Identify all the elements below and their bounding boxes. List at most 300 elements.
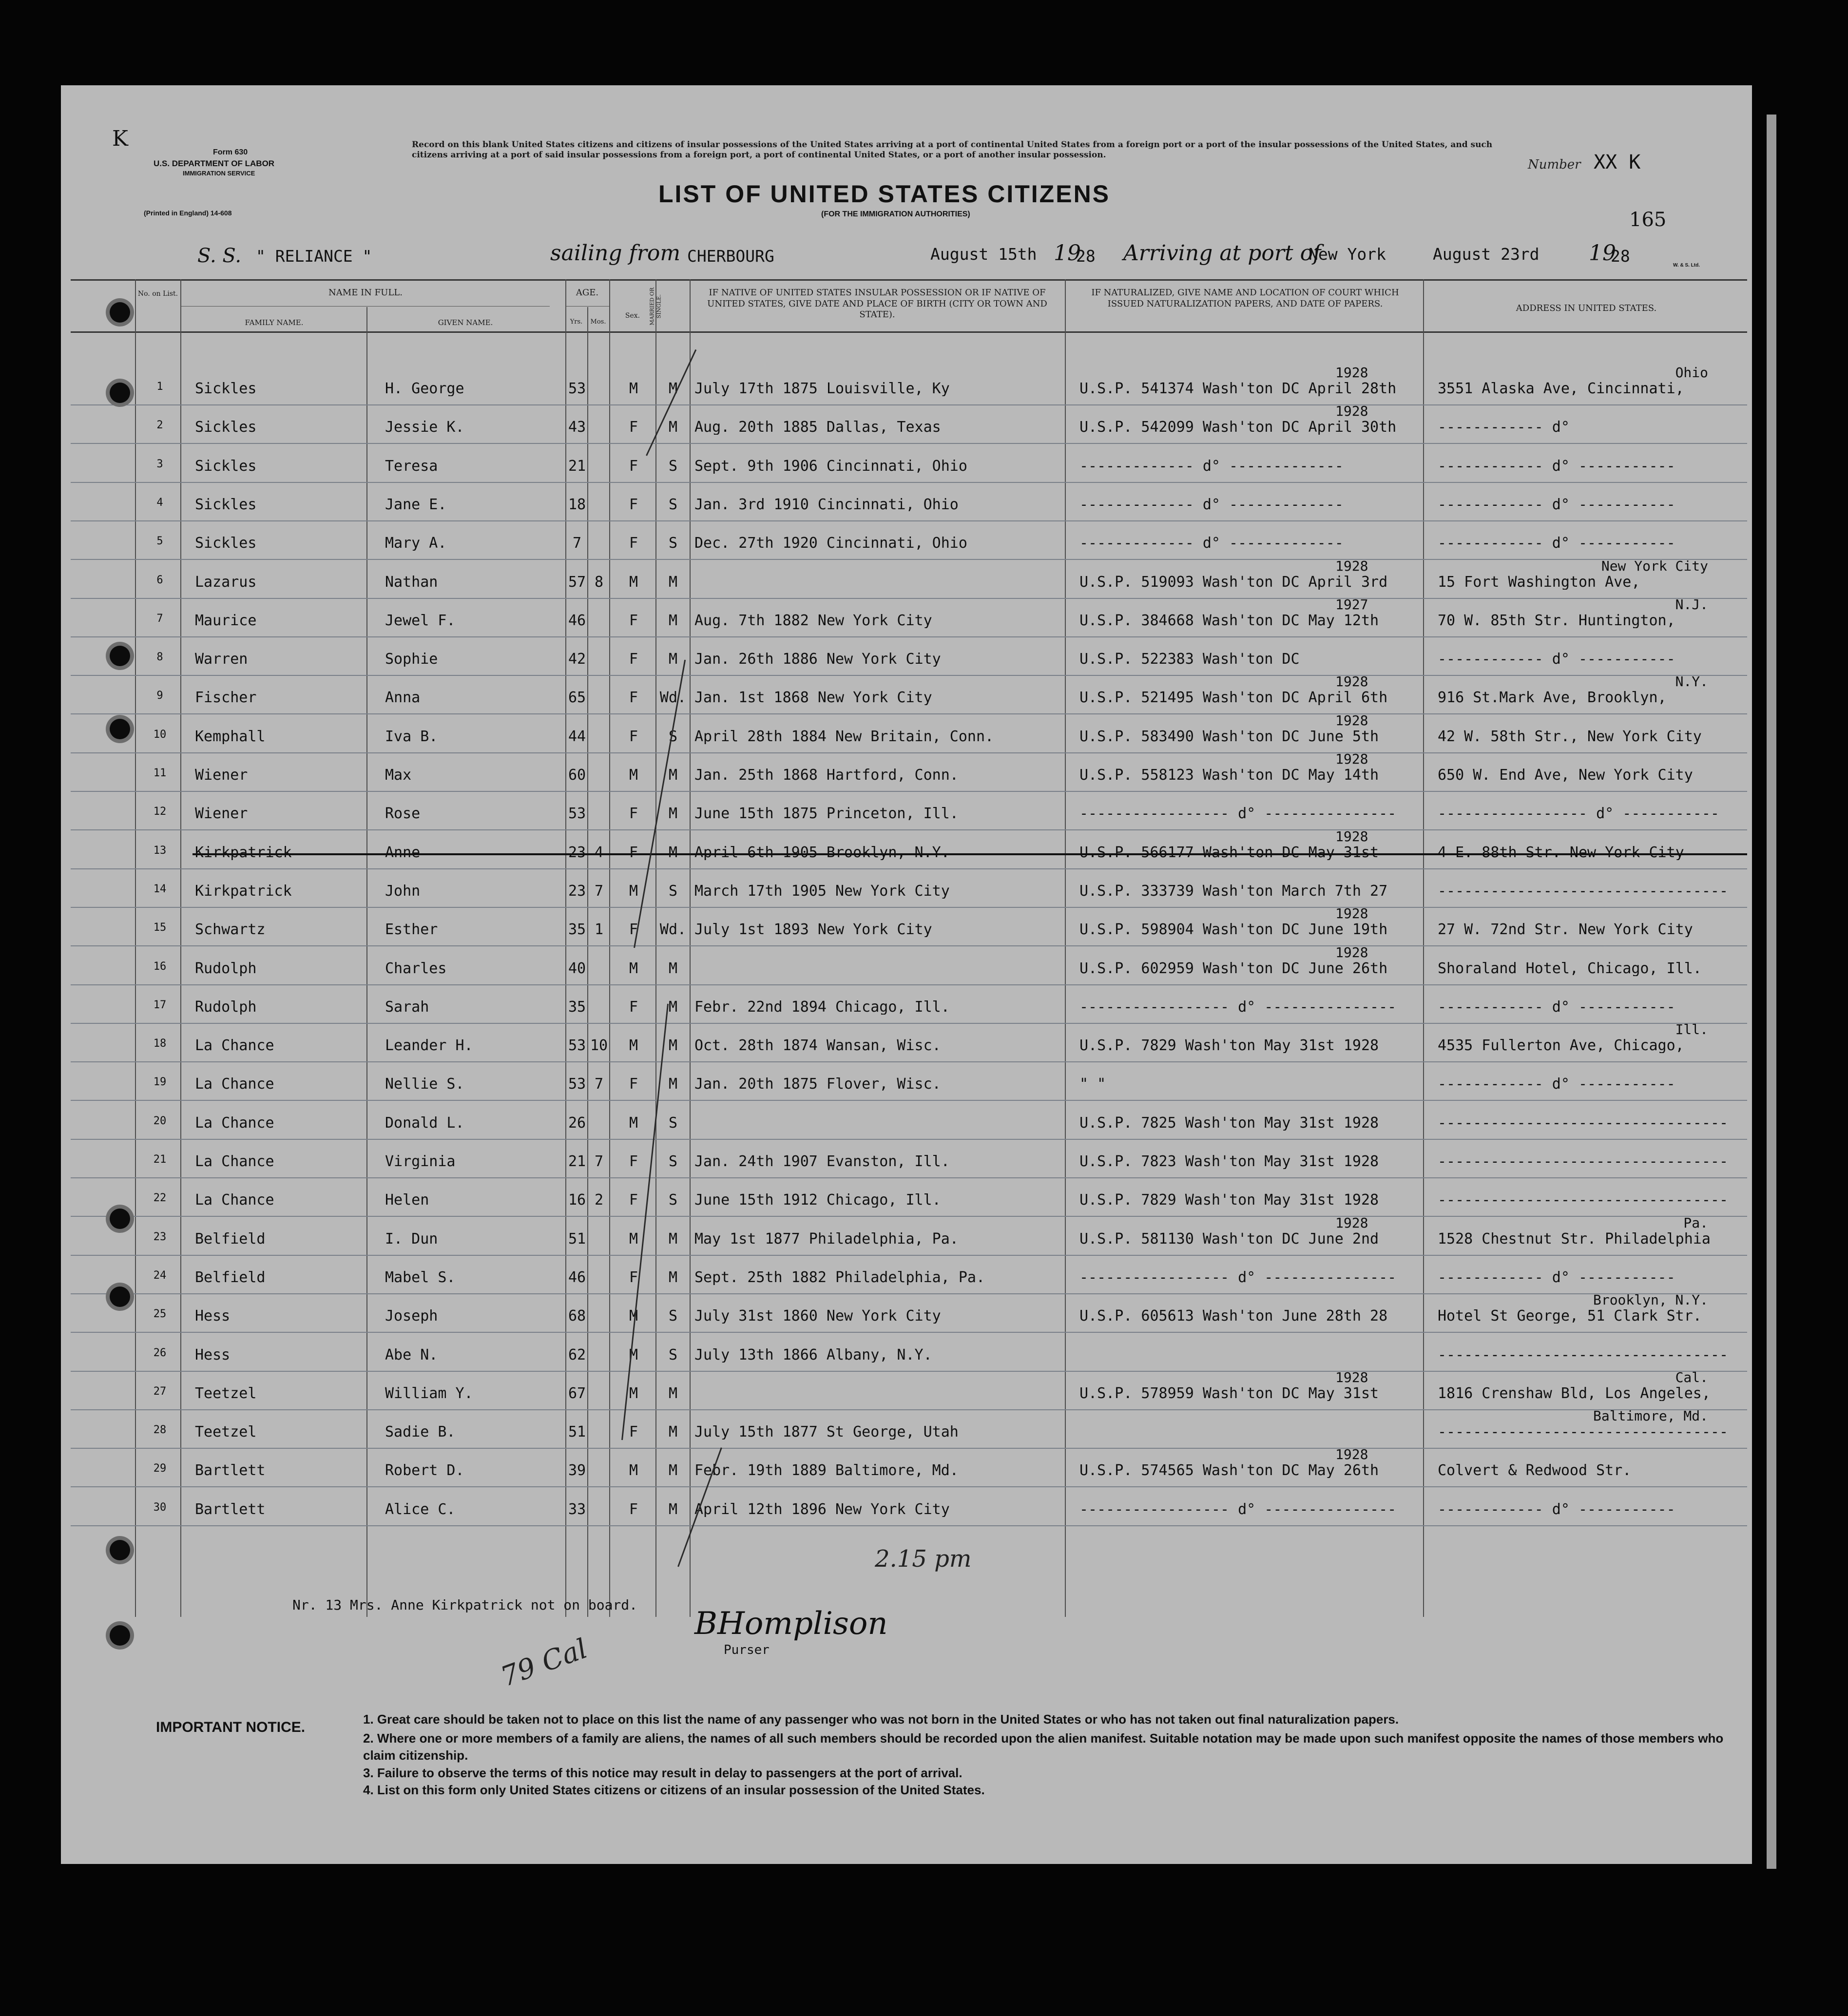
- punch-hole: [110, 1625, 130, 1646]
- form-number: Form 630: [213, 148, 248, 156]
- age-subheader-rule: [565, 306, 609, 307]
- cell-nat: U.S.P. 581130 Wash'ton DC June 2nd: [1079, 1231, 1379, 1247]
- cell-yrs: 53: [568, 1038, 586, 1054]
- cell-sex: F: [629, 613, 638, 628]
- ship-name: " RELIANCE ": [256, 247, 372, 266]
- cell-addr: Hotel St George, 51 Clark Str.: [1438, 1309, 1702, 1324]
- cell-no: 9: [156, 691, 163, 702]
- cell-ms: S: [668, 1347, 678, 1363]
- col-rule-family: [180, 279, 181, 1617]
- row-rule: [71, 1293, 1747, 1294]
- cell-ms: M: [668, 999, 678, 1015]
- page-number: 165: [1629, 209, 1667, 231]
- cell-addr: 3551 Alaska Ave, Cincinnati,: [1438, 382, 1684, 396]
- cell-addr: 4 E. 88th Str. New York City: [1438, 845, 1684, 860]
- cell-no: 23: [153, 1231, 167, 1243]
- cell-addr: ---------------------------------: [1438, 1347, 1729, 1363]
- cell-no: 2: [156, 420, 163, 431]
- cell-no: 17: [153, 999, 167, 1011]
- col-rule-nat: [1065, 279, 1066, 1617]
- cell-family: Wiener: [195, 806, 248, 822]
- cell-yrs: 21: [568, 459, 586, 474]
- cell-no: 8: [156, 652, 163, 663]
- cell-sex: M: [629, 768, 638, 783]
- cell-family: Sickles: [195, 459, 257, 474]
- cell-given: Iva B.: [385, 729, 438, 744]
- cell-birth: April 12th 1896 New York City: [694, 1502, 950, 1517]
- cell-birth: Jan. 25th 1868 Hartford, Conn.: [694, 768, 959, 783]
- punch-hole: [110, 302, 130, 323]
- cell-birth: April 6th 1905 Brooklyn, N.Y.: [694, 845, 950, 860]
- cell-addr-top: New York City: [1601, 557, 1708, 574]
- cell-family: Teetzel: [195, 1425, 257, 1440]
- cell-family: Bartlett: [195, 1502, 266, 1517]
- cell-given: Virginia: [385, 1154, 456, 1169]
- cell-addr: 916 St.Mark Ave, Brooklyn,: [1438, 691, 1667, 706]
- cell-sex: F: [629, 691, 638, 706]
- strike-through: [192, 853, 1747, 855]
- cell-given: Jane E.: [385, 497, 447, 512]
- cell-birth: June 15th 1912 Chicago, Ill.: [694, 1193, 941, 1208]
- cell-birth: July 13th 1866 Albany, N.Y.: [694, 1347, 932, 1363]
- row-rule: [71, 1409, 1747, 1410]
- notice-2: 2. Where one or more members of a family are aliens, the names of all such members should be recorded upon the alien manifest. Suitable notation may be made upon such manifest opposite the names of those members who claim citizenship.: [363, 1731, 1724, 1763]
- cell-nat: ------------- d° -------------: [1079, 536, 1344, 551]
- cell-yrs: 53: [568, 1077, 586, 1092]
- cell-yrs: 39: [568, 1463, 586, 1478]
- notice-title: IMPORTANT NOTICE.: [156, 1719, 306, 1735]
- cell-family: Wiener: [195, 768, 248, 783]
- purser-signature: BHomplison: [694, 1606, 888, 1642]
- cell-nat: U.S.P. 583490 Wash'ton DC June 5th: [1079, 729, 1379, 744]
- cell-family: Warren: [195, 652, 248, 667]
- cell-addr: Colvert & Redwood Str.: [1438, 1463, 1632, 1478]
- cell-ms: S: [668, 497, 678, 512]
- cell-nat-year: 1928: [1335, 944, 1368, 960]
- cell-nat-year: 1928: [1335, 905, 1368, 922]
- cell-addr: 1816 Crenshaw Bld, Los Angeles,: [1438, 1386, 1711, 1401]
- notice-3: 3. Failure to observe the terms of this notice may result in delay to passengers at the port of arrival.: [363, 1766, 962, 1780]
- number-label: Number: [1528, 157, 1581, 172]
- cell-ms: S: [668, 1309, 678, 1324]
- year-from: 28: [1076, 247, 1096, 266]
- cell-addr: ---------------------------------: [1438, 1154, 1729, 1169]
- row-rule: [71, 1216, 1747, 1217]
- cell-sex: F: [629, 1425, 638, 1440]
- cell-no: 30: [153, 1502, 167, 1513]
- punch-hole: [110, 646, 130, 666]
- cell-sex: F: [629, 459, 638, 474]
- punch-hole: [110, 383, 130, 403]
- cell-nat-year: 1927: [1335, 596, 1368, 613]
- cell-no: 20: [153, 1115, 167, 1127]
- cell-yrs: 53: [568, 806, 586, 822]
- cell-yrs: 23: [568, 883, 586, 899]
- cell-ms: M: [668, 1425, 678, 1440]
- row-rule: [71, 752, 1747, 753]
- cell-addr: 1528 Chestnut Str. Philadelphia: [1438, 1231, 1711, 1247]
- cell-sex: F: [629, 999, 638, 1015]
- cell-sex: M: [629, 1347, 638, 1363]
- cell-given: Sophie: [385, 652, 438, 667]
- cell-no: 1: [156, 382, 163, 392]
- cell-addr-top: N.Y.: [1675, 673, 1708, 690]
- row-rule: [71, 1177, 1747, 1178]
- cell-birth: Jan. 3rd 1910 Cincinnati, Ohio: [694, 497, 959, 512]
- cell-nat: U.S.P. 541374 Wash'ton DC April 28th: [1079, 382, 1397, 396]
- cell-sex: F: [629, 1154, 638, 1169]
- cell-addr: ------------ d°: [1438, 420, 1570, 435]
- row-rule: [71, 636, 1747, 637]
- cell-addr: 42 W. 58th Str., New York City: [1438, 729, 1702, 744]
- cell-no: 13: [153, 845, 167, 856]
- cell-family: Hess: [195, 1347, 231, 1363]
- cell-birth: Jan. 20th 1875 Flover, Wisc.: [694, 1077, 941, 1092]
- notice-1: 1. Great care should be taken not to place on this list the name of any passenger who was not born in the United States or who has not taken out final naturalization papers.: [363, 1712, 1399, 1727]
- table-top-rule: [71, 279, 1747, 281]
- cell-family: Sickles: [195, 536, 257, 551]
- cell-addr-top: N.J.: [1675, 596, 1708, 613]
- row-rule: [71, 559, 1747, 560]
- cell-no: 7: [156, 613, 163, 624]
- cell-given: I. Dun: [385, 1231, 438, 1247]
- cell-addr-top: Pa.: [1683, 1214, 1708, 1231]
- cell-nat: U.S.P. 558123 Wash'ton DC May 14th: [1079, 768, 1379, 783]
- year-from-prefix: 19: [1054, 241, 1081, 266]
- cell-sex: F: [629, 729, 638, 744]
- cell-birth: Jan. 1st 1868 New York City: [694, 691, 932, 706]
- cell-birth: July 31st 1860 New York City: [694, 1309, 941, 1324]
- cell-sex: M: [629, 961, 638, 976]
- cell-sex: F: [629, 806, 638, 822]
- cell-sex: F: [629, 420, 638, 435]
- cell-family: Bartlett: [195, 1463, 266, 1478]
- service: IMMIGRATION SERVICE: [183, 170, 255, 177]
- cell-nat-year: 1928: [1335, 1369, 1368, 1385]
- cell-given: John: [385, 883, 421, 899]
- cell-given: Alice C.: [385, 1502, 456, 1517]
- cell-nat: U.S.P. 542099 Wash'ton DC April 30th: [1079, 420, 1397, 435]
- cell-nat-year: 1928: [1335, 365, 1368, 381]
- col-header-no: No. on List.: [137, 290, 178, 298]
- cell-addr: ---------------------------------: [1438, 1115, 1729, 1131]
- cell-nat: ----------------- d° ---------------: [1079, 806, 1397, 822]
- cell-birth: July 1st 1893 New York City: [694, 922, 932, 938]
- cell-addr: ------------ d° -----------: [1438, 652, 1675, 667]
- col-rule-sex: [609, 279, 610, 1617]
- cell-sex: F: [629, 845, 638, 860]
- punch-hole: [110, 1286, 130, 1307]
- row-rule: [71, 829, 1747, 830]
- number-value: XX K: [1594, 151, 1641, 173]
- cell-given: Sadie B.: [385, 1425, 456, 1440]
- cell-nat: ----------------- d° ---------------: [1079, 999, 1397, 1015]
- cell-family: Belfield: [195, 1231, 266, 1247]
- cell-family: Schwartz: [195, 922, 266, 938]
- row-rule: [71, 945, 1747, 946]
- cell-addr: ------------ d° -----------: [1438, 1270, 1675, 1285]
- tally-mark: [621, 1004, 669, 1440]
- form-title: LIST OF UNITED STATES CITIZENS: [658, 180, 1111, 208]
- cell-addr-top: Cal.: [1675, 1369, 1708, 1385]
- cell-given: Anne: [385, 845, 421, 860]
- row-rule: [71, 907, 1747, 908]
- form-subtitle: (FOR THE IMMIGRATION AUTHORITIES): [821, 210, 970, 218]
- cell-yrs: 51: [568, 1425, 586, 1440]
- cell-nat-year: 1928: [1335, 403, 1368, 420]
- cell-no: 6: [156, 575, 163, 586]
- cell-ms: S: [668, 536, 678, 551]
- cell-sex: F: [629, 536, 638, 551]
- col-header-address: ADDRESS IN UNITED STATES.: [1516, 303, 1657, 313]
- cell-mos: 10: [590, 1038, 608, 1054]
- cell-addr: 650 W. End Ave, New York City: [1438, 768, 1693, 783]
- cell-mos: 7: [594, 883, 604, 899]
- department: U.S. DEPARTMENT OF LABOR: [154, 159, 275, 168]
- cell-no: 21: [153, 1154, 167, 1165]
- cell-given: Robert D.: [385, 1463, 464, 1478]
- cell-no: 5: [156, 536, 163, 547]
- cell-ms: M: [668, 652, 678, 667]
- cell-no: 14: [153, 883, 167, 895]
- cell-nat: U.S.P. 7829 Wash'ton May 31st 1928: [1079, 1193, 1379, 1208]
- name-subheader-rule: [180, 306, 550, 307]
- cell-nat: U.S.P. 519093 Wash'ton DC April 3rd: [1079, 575, 1388, 590]
- cell-yrs: 51: [568, 1231, 586, 1247]
- footnote: Nr. 13 Mrs. Anne Kirkpatrick not on board.: [292, 1597, 638, 1613]
- cell-nat-year: 1928: [1335, 751, 1368, 767]
- cell-ms: S: [668, 1193, 678, 1208]
- cell-sex: F: [629, 497, 638, 512]
- cell-addr: 70 W. 85th Str. Huntington,: [1438, 613, 1675, 628]
- cell-nat: U.S.P. 522383 Wash'ton DC: [1079, 652, 1300, 667]
- cell-mos: 7: [594, 1154, 604, 1169]
- cell-given: William Y.: [385, 1386, 473, 1401]
- cell-birth: Sept. 25th 1882 Philadelphia, Pa.: [694, 1270, 985, 1285]
- cell-given: Jessie K.: [385, 420, 464, 435]
- cell-ms: M: [668, 613, 678, 628]
- cell-addr-top: Baltimore, Md.: [1593, 1408, 1708, 1424]
- cell-yrs: 7: [572, 536, 582, 551]
- cell-given: Teresa: [385, 459, 438, 474]
- col-header-sex: Sex.: [625, 312, 640, 320]
- col-header-name: NAME IN FULL.: [328, 288, 403, 298]
- cell-given: Abe N.: [385, 1347, 438, 1363]
- row-rule: [71, 1448, 1747, 1449]
- notice-4: 4. List on this form only United States citizens or citizens of an insular possession of the United States.: [363, 1783, 985, 1797]
- port-from: CHERBOURG: [687, 247, 774, 266]
- cell-given: Sarah: [385, 999, 429, 1015]
- col-header-mos: Mos.: [590, 318, 606, 326]
- cell-yrs: 40: [568, 961, 586, 976]
- col-header-age: AGE.: [576, 288, 599, 298]
- cell-nat: U.S.P. 574565 Wash'ton DC May 26th: [1079, 1463, 1379, 1478]
- col-rule-yrs: [565, 279, 566, 1617]
- cell-ms: S: [668, 1115, 678, 1131]
- year-to: 28: [1611, 247, 1630, 266]
- cell-yrs: 57: [568, 575, 586, 590]
- cell-birth: Sept. 9th 1906 Cincinnati, Ohio: [694, 459, 967, 474]
- cell-sex: F: [629, 922, 638, 938]
- printer-mark: W. & S. Ltd.: [1673, 263, 1700, 268]
- cell-family: La Chance: [195, 1193, 274, 1208]
- cell-nat: ----------------- d° ---------------: [1079, 1502, 1397, 1517]
- cell-addr-top: Ill.: [1675, 1021, 1708, 1038]
- cell-nat-year: 1928: [1335, 712, 1368, 729]
- cell-ms: M: [668, 1038, 678, 1054]
- cell-no: 27: [153, 1386, 167, 1397]
- cell-ms: M: [668, 1231, 678, 1247]
- cell-sex: M: [629, 1231, 638, 1247]
- cell-addr: ------------ d° -----------: [1438, 1077, 1675, 1092]
- cell-nat-year: 1928: [1335, 1214, 1368, 1231]
- col-header-family: FAMILY NAME.: [245, 318, 304, 327]
- cell-nat: U.S.P. 7825 Wash'ton May 31st 1928: [1079, 1115, 1379, 1131]
- cell-yrs: 46: [568, 613, 586, 628]
- row-rule: [71, 1061, 1747, 1062]
- cell-no: 22: [153, 1193, 167, 1204]
- cell-addr: ------------ d° -----------: [1438, 999, 1675, 1015]
- cell-birth: July 17th 1875 Louisville, Ky: [694, 382, 950, 396]
- cell-no: 19: [153, 1077, 167, 1088]
- cell-nat: U.S.P. 578959 Wash'ton DC May 31st: [1079, 1386, 1379, 1401]
- col-header-given: GIVEN NAME.: [438, 318, 493, 327]
- col-rule-birth: [690, 279, 691, 1617]
- cell-ms: M: [668, 845, 678, 860]
- cell-nat: " ": [1079, 1077, 1106, 1092]
- cell-no: 29: [153, 1463, 167, 1475]
- cell-ms: M: [668, 420, 678, 435]
- cell-birth: Dec. 27th 1920 Cincinnati, Ohio: [694, 536, 967, 551]
- cell-family: La Chance: [195, 1038, 274, 1054]
- cell-birth: April 28th 1884 New Britain, Conn.: [694, 729, 994, 744]
- cell-sex: M: [629, 382, 638, 396]
- cell-family: La Chance: [195, 1115, 274, 1131]
- cell-nat: ------------- d° -------------: [1079, 497, 1344, 512]
- cell-nat: ----------------- d° ---------------: [1079, 1270, 1397, 1285]
- col-header-naturalized: IF NATURALIZED, GIVE NAME AND LOCATION OF COURT WHICH ISSUED NATURALIZATION PAPERS, AND DATE OF PAPERS.: [1091, 288, 1399, 309]
- cell-birth: June 15th 1875 Princeton, Ill.: [694, 806, 959, 822]
- cell-family: Maurice: [195, 613, 257, 628]
- cell-addr: ---------------------------------: [1438, 883, 1729, 899]
- cell-sex: M: [629, 1038, 638, 1054]
- cell-yrs: 60: [568, 768, 586, 783]
- row-rule: [71, 1332, 1747, 1333]
- row-rule: [71, 482, 1747, 483]
- cell-yrs: 42: [568, 652, 586, 667]
- cell-nat: U.S.P. 384668 Wash'ton DC May 12th: [1079, 613, 1379, 628]
- margin-annotation: 79 Cal: [497, 1632, 592, 1693]
- cell-sex: F: [629, 1077, 638, 1092]
- date-from: August 15th: [930, 245, 1037, 264]
- cell-ms: Wd.: [659, 922, 687, 938]
- cell-yrs: 65: [568, 691, 586, 706]
- cell-sex: M: [629, 1463, 638, 1478]
- row-rule: [71, 675, 1747, 676]
- cell-ms: M: [668, 1386, 678, 1401]
- cell-yrs: 33: [568, 1502, 586, 1517]
- cell-family: Kemphall: [195, 729, 266, 744]
- row-rule: [71, 1255, 1747, 1256]
- cell-no: 26: [153, 1347, 167, 1359]
- cell-no: 24: [153, 1270, 167, 1281]
- cell-given: Anna: [385, 691, 421, 706]
- cell-no: 12: [153, 806, 167, 818]
- cell-nat: U.S.P. 333739 Wash'ton March 7th 27: [1079, 883, 1388, 899]
- cell-birth: July 15th 1877 St George, Utah: [694, 1425, 959, 1440]
- row-rule: [71, 713, 1747, 714]
- cell-no: 4: [156, 497, 163, 508]
- col-header-birth: IF NATIVE OF UNITED STATES INSULAR POSSESSION OR IF NATIVE OF UNITED STATES, GIVE DATE AND PLACE OF BIRTH (CITY OR TOWN AND STATE).: [707, 288, 1047, 320]
- cell-birth: March 17th 1905 New York City: [694, 883, 950, 899]
- cell-addr: ------------ d° -----------: [1438, 497, 1675, 512]
- cell-yrs: 26: [568, 1115, 586, 1131]
- cell-family: La Chance: [195, 1154, 274, 1169]
- cell-ms: S: [668, 459, 678, 474]
- row-rule: [71, 443, 1747, 444]
- cell-mos: 8: [594, 575, 604, 590]
- col-rule-no: [135, 279, 136, 1617]
- cell-given: Mary A.: [385, 536, 447, 551]
- cell-yrs: 53: [568, 382, 586, 396]
- cell-nat: U.S.P. 521495 Wash'ton DC April 6th: [1079, 691, 1388, 706]
- cell-given: Nathan: [385, 575, 438, 590]
- cell-given: Nellie S.: [385, 1077, 464, 1092]
- cell-birth: May 1st 1877 Philadelphia, Pa.: [694, 1231, 959, 1247]
- cell-family: Teetzel: [195, 1386, 257, 1401]
- cell-family: Sickles: [195, 420, 257, 435]
- cell-ms: M: [668, 1463, 678, 1478]
- cell-given: Max: [385, 768, 412, 783]
- cell-sex: M: [629, 575, 638, 590]
- year-to-prefix: 19: [1589, 241, 1616, 266]
- row-rule: [71, 520, 1747, 521]
- cell-sex: M: [629, 1309, 638, 1324]
- cell-addr: 15 Fort Washington Ave,: [1438, 575, 1640, 590]
- cell-ms: M: [668, 768, 678, 783]
- cell-given: Charles: [385, 961, 447, 976]
- cell-addr: ---------------------------------: [1438, 1425, 1729, 1440]
- cell-yrs: 21: [568, 1154, 586, 1169]
- cell-nat: U.S.P. 598904 Wash'ton DC June 19th: [1079, 922, 1388, 938]
- cell-no: 16: [153, 961, 167, 972]
- cell-addr: Shoraland Hotel, Chicago, Ill.: [1438, 961, 1702, 976]
- cell-no: 25: [153, 1309, 167, 1320]
- row-rule: [71, 1100, 1747, 1101]
- cell-ms: Wd.: [659, 691, 687, 706]
- purser-label: Purser: [724, 1643, 770, 1657]
- row-rule: [71, 1525, 1747, 1526]
- cell-given: Helen: [385, 1193, 429, 1208]
- cell-nat-year: 1928: [1335, 1446, 1368, 1463]
- cell-given: Esther: [385, 922, 438, 938]
- cell-yrs: 35: [568, 999, 586, 1015]
- cell-addr-top: Ohio: [1675, 365, 1708, 381]
- cell-ms: M: [668, 1502, 678, 1517]
- cell-ms: M: [668, 575, 678, 590]
- cell-given: H. George: [385, 382, 464, 396]
- cell-ms: M: [668, 961, 678, 976]
- cell-sex: F: [629, 652, 638, 667]
- cell-family: Rudolph: [195, 999, 257, 1015]
- cell-birth: Febr. 22nd 1894 Chicago, Ill.: [694, 999, 950, 1015]
- cell-no: 18: [153, 1038, 167, 1050]
- row-rule: [71, 791, 1747, 792]
- manifest-sheet: [61, 85, 1752, 1864]
- cell-family: Fischer: [195, 691, 257, 706]
- row-rule: [71, 1371, 1747, 1372]
- cell-given: Donald L.: [385, 1115, 464, 1131]
